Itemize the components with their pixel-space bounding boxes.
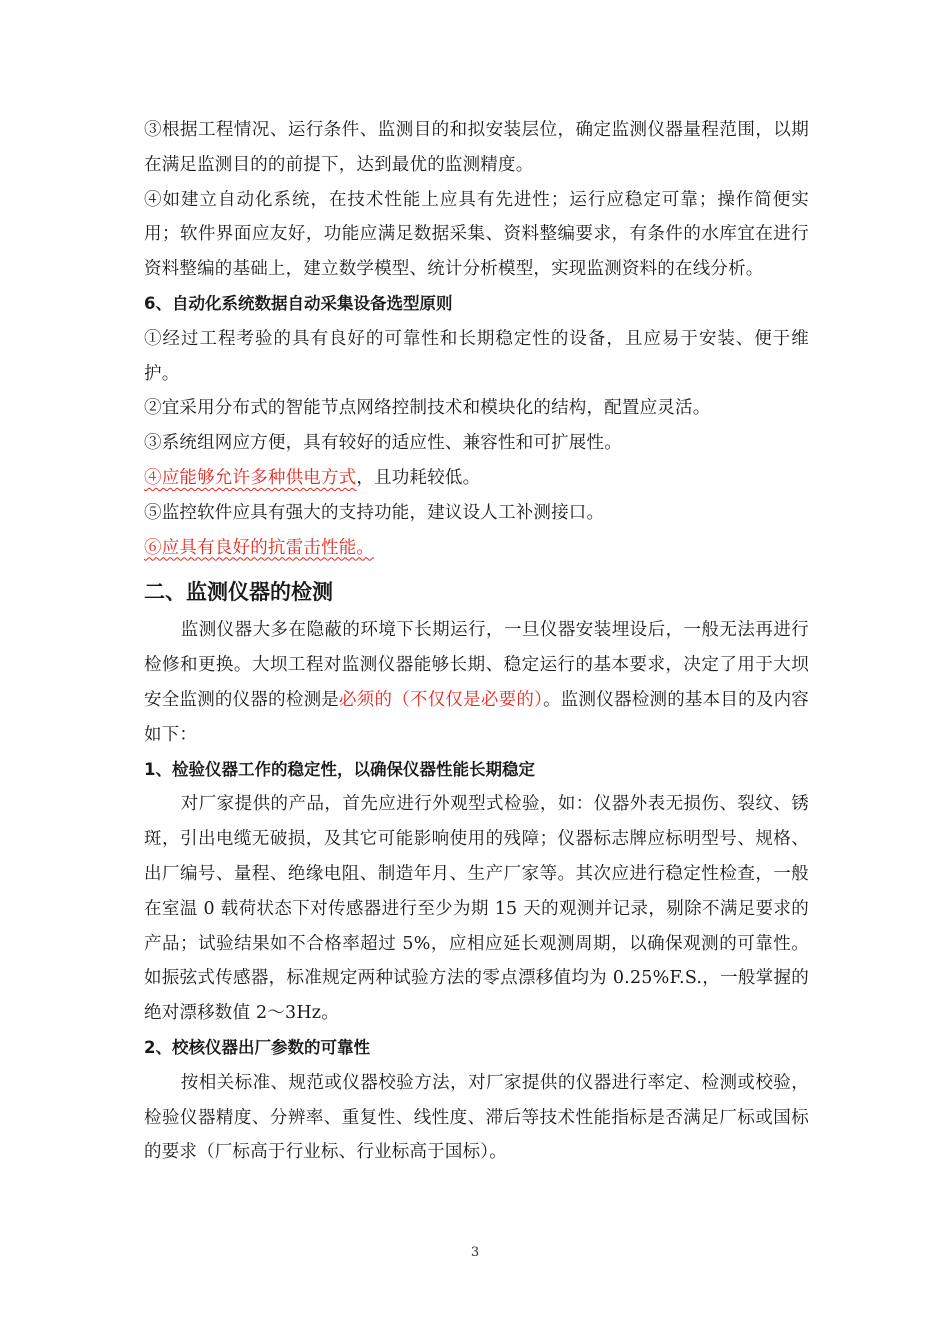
section6-item4 bbox=[144, 461, 809, 496]
chapter2-intro-highlight: 必须的（不仅仅是必要的） bbox=[339, 689, 544, 710]
section6-heading: 6、自动化系统数据自动采集设备选型原则 bbox=[144, 293, 453, 313]
paragraph-item4: ④如建立自动化系统，在技术性能上应具有先进性；运行应稳定可靠；操作简便实用；软件界面应友好，功能应满足数据采集、资料整编要求，有条件的水库宜在进行资料整编的基础上，建立数学模型、统计分析模型，实现监测资料的在线分析。 bbox=[144, 189, 809, 280]
section6-item4-rest: ，且功耗较低。 bbox=[356, 467, 481, 488]
paragraph-item3: ③根据工程情况、运行条件、监测目的和拟安装层位，确定监测仪器量程范围，以期在满足监测目的的前提下，达到最优的监测精度。 bbox=[144, 120, 809, 175]
section6-item6-highlight: ⑥应具有良好的抗雷击性能。 bbox=[144, 537, 375, 558]
page-number: 3 bbox=[470, 1245, 480, 1260]
section6-item6 bbox=[144, 531, 809, 566]
sub2-heading: 2、校核仪器出厂参数的可靠性 bbox=[144, 1037, 370, 1057]
section6-item1: ①经过工程考验的具有良好的可靠性和长期稳定性的设备，且应易于安装、便于维护。 bbox=[144, 328, 809, 384]
section6-item3: ③系统组网应方便，具有较好的适应性、兼容性和可扩展性。 bbox=[144, 433, 622, 454]
section6-item4-highlight: ④应能够允许多种供电方式 bbox=[144, 467, 357, 488]
chapter2-intro-part1: 监测仪器大多在隐蔽的环境下长期运行，一旦仪器安装埋设后，一般无法再进行检修和更换。大坝工程对监测仪器能够长期、稳定运行的基本要求，决定了用于大坝安全监测的仪器的检测是 bbox=[144, 620, 809, 710]
sub2-body: 按相关标准、规范或仪器校验方法，对厂家提供的仪器进行率定、检测或校验，检验仪器精度、分辨率、重复性、线性度、滞后等技术性能指标是否满足厂标或国标的要求（厂标高于行业标、行业标高于国标）。 bbox=[144, 1072, 809, 1163]
chapter2-heading: 二、监测仪器的检测 bbox=[144, 580, 333, 605]
section6-item5: ⑤监控软件应具有强大的支持功能，建议设人工补测接口。 bbox=[144, 502, 605, 523]
section6-item2: ②宜采用分布式的智能节点网络控制技术和模块化的结构，配置应灵活。 bbox=[144, 398, 711, 419]
chapter2-intro-part2: 。监测仪器检测的基本目的及内容如下： bbox=[144, 689, 810, 745]
sub1-heading: 1、检验仪器工作的稳定性，以确保仪器性能长期稳定 bbox=[144, 759, 535, 779]
sub1-body: 对厂家提供的产品，首先应进行外观型式检验，如：仪器外表无损伤、裂纹、锈斑，引出电缆无破损，及其它可能影响使用的残障；仪器标志牌应标明型号、规格、出厂编号、量程、绝缘电阻、制造年月、生产厂家等。其次应进行稳定性检查，一般在室温 0 载荷状态下对传感器进行至少为期 15 天的观测并记录，剔除不满足要求的产品；试验结果如不合格率超过 5%，应相应延长观测周期，以确保观测的可靠性。如振弦式传感器，标准规定两种试验方法的零点漂移值均为 0.25%F.S.，一般掌握的绝对漂移数值 2～3Hz。 bbox=[144, 794, 809, 1024]
document-page bbox=[144, 113, 809, 1170]
chapter2-intro bbox=[144, 613, 809, 752]
